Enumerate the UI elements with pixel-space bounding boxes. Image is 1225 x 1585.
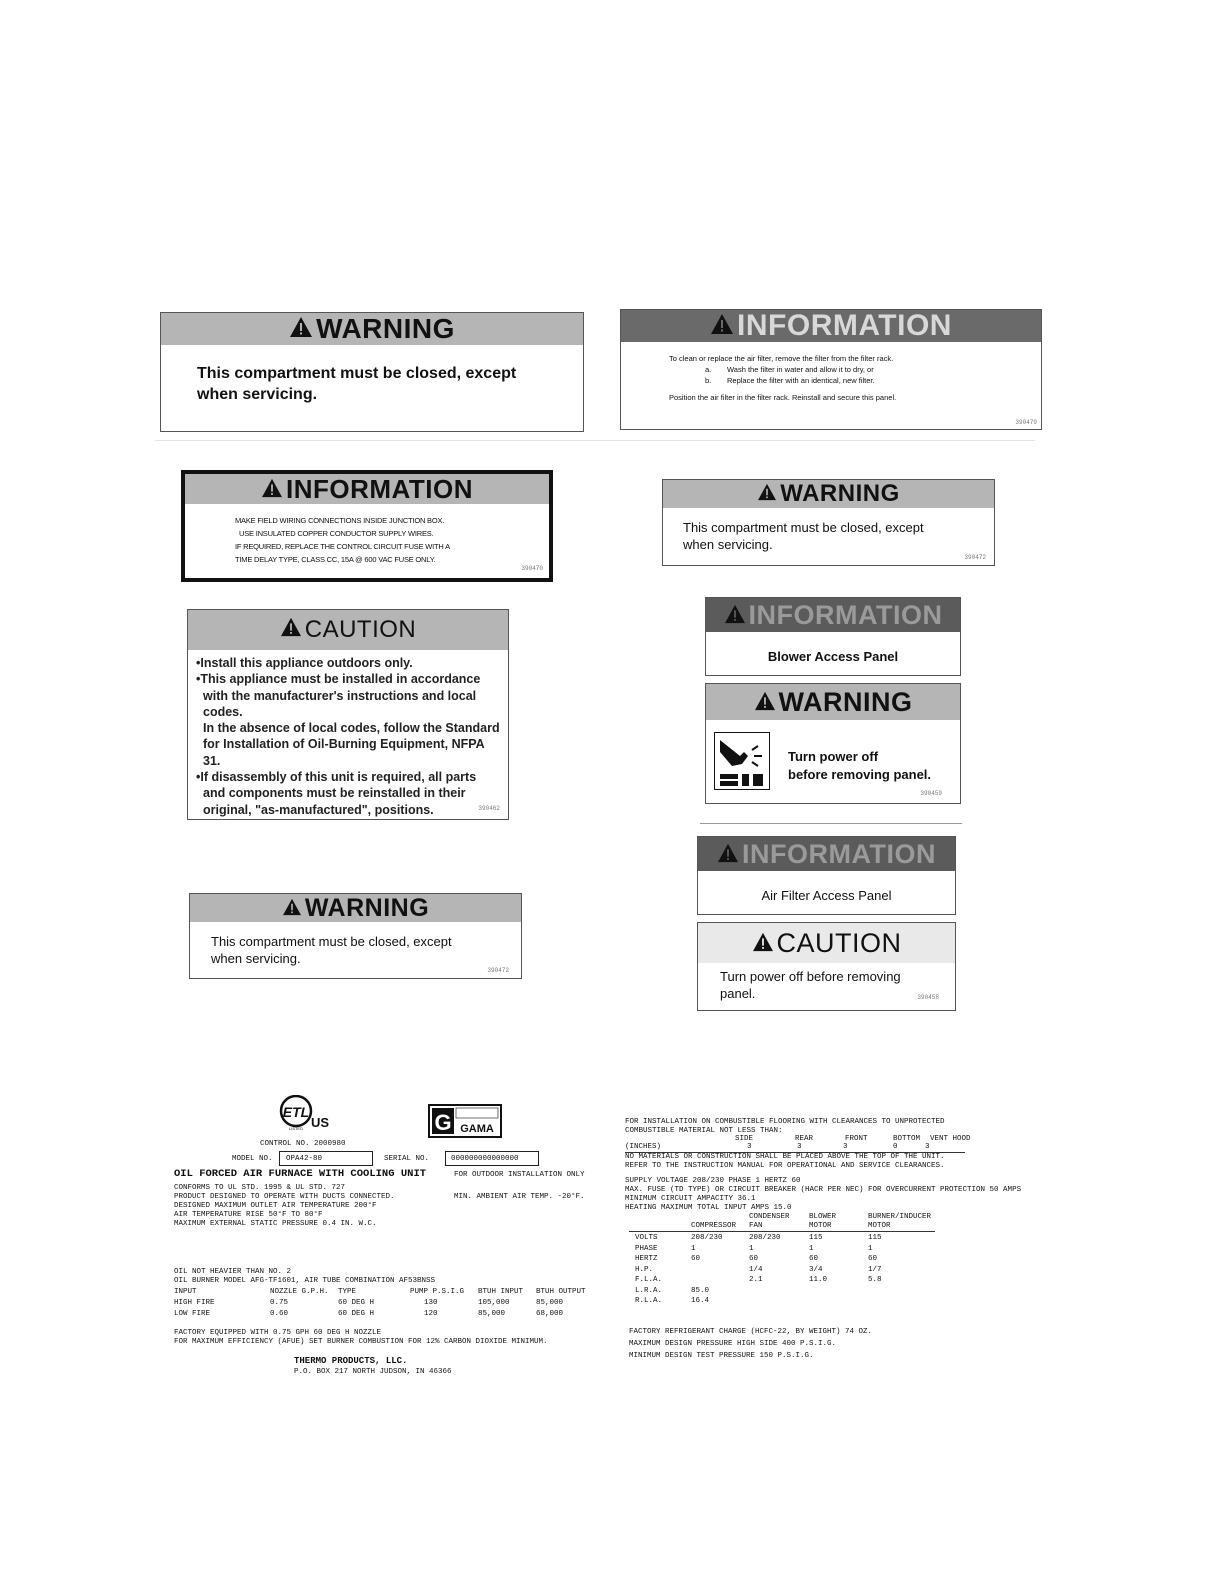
information-label-blower-panel: [705, 597, 961, 676]
clearance-intro-2: COMBUSTIBLE MATERIAL NOT LESS THAN:: [625, 1127, 783, 1135]
part-number: 390472: [964, 554, 986, 561]
item-text: Replace the filter with an identical, new filter.: [727, 376, 875, 385]
rating-plate-right: [625, 1118, 1065, 1378]
table-cell: 1: [749, 1244, 754, 1253]
table-row-label: PHASE: [635, 1244, 658, 1253]
info-line: To clean or replace the air filter, remove the filter from the filter rack.: [669, 354, 894, 363]
table-header-compressor: COMPRESSOR: [691, 1222, 737, 1230]
caution-label-turn-power-off: [697, 922, 956, 1011]
gama-logo: [428, 1104, 502, 1142]
wiring-line-4: TIME DELAY TYPE, CLASS CC, 15A @ 600 VAC FUSE ONLY.: [235, 555, 436, 564]
table-cell: 2.1: [749, 1276, 763, 1284]
table-cell: 1: [691, 1244, 696, 1253]
part-number: 390470: [521, 565, 543, 572]
table-cell: 1: [868, 1244, 873, 1253]
wiring-line-2: USE INSULATED COPPER CONDUCTOR SUPPLY WIRES.: [239, 529, 434, 538]
table-header-nozzle: NOZZLE G.P.H.: [270, 1288, 329, 1296]
warning-triangle-icon: [261, 474, 283, 505]
max-design-pressure: MAXIMUM DESIGN PRESSURE HIGH SIDE 400 P.S.I.G.: [629, 1340, 837, 1348]
table-cell: 0.75: [270, 1299, 289, 1307]
furnace-title: OIL FORCED AIR FURNACE WITH COOLING UNIT: [174, 1168, 427, 1180]
part-number: 390479: [1015, 419, 1037, 426]
clearance-value-vent-hood: 3: [925, 1143, 930, 1151]
gama-logo-text: GAMA: [460, 1123, 494, 1135]
table-header-condenser-fan: CONDENSER FAN: [749, 1213, 790, 1230]
table-cell: 0.60: [270, 1310, 289, 1318]
clearance-value-bottom: 0: [893, 1143, 898, 1151]
spec-line-3: DESIGNED MAXIMUM OUTLET AIR TEMPERATURE 200°F: [174, 1202, 377, 1210]
information-label-field-wiring: [181, 470, 553, 582]
warning-label-compartment-top-left: [160, 312, 584, 432]
outdoor-note: FOR OUTDOOR INSTALLATION ONLY: [454, 1171, 585, 1179]
spec-line-1: CONFORMS TO UL STD. 1995 & UL STD. 727: [174, 1184, 346, 1192]
table-cell: 11.0: [809, 1276, 828, 1284]
warning-body-line-1: Turn power off: [788, 749, 879, 764]
item-marker: b.: [705, 376, 712, 385]
warning-body-line-2: when servicing.: [197, 386, 318, 403]
caution-body-line-2: panel.: [720, 986, 756, 1001]
warning-triangle-icon: [752, 928, 774, 959]
caution-bullet-3: •If disassembly of this unit is required, all parts and components must be reinstalled in their original, "as-manufactured", positions.: [196, 770, 477, 817]
table-cell: 3/4: [809, 1265, 823, 1274]
clearance-value-front: 3: [843, 1143, 848, 1151]
table-cell: HIGH FIRE: [174, 1299, 215, 1307]
table-cell: 60: [749, 1255, 759, 1263]
table-cell: 60: [691, 1255, 701, 1263]
table-header-blower-motor: BLOWER MOTOR: [809, 1213, 837, 1230]
table-cell: 115: [868, 1234, 882, 1242]
warning-label-compartment-right: [662, 479, 995, 566]
etl-mark-text: ETL: [282, 1104, 310, 1120]
warning-body-line-1: This compartment must be closed, except: [683, 520, 924, 535]
serial-label: SERIAL NO.: [384, 1155, 430, 1163]
table-cell: 120: [424, 1310, 438, 1318]
information-banner: [185, 474, 549, 504]
table-header-type: TYPE: [338, 1288, 357, 1296]
table-cell: 208/230: [691, 1234, 723, 1242]
clearance-intro-1: FOR INSTALLATION ON COMBUSTIBLE FLOORING WITH CLEARANCES TO UNPROTECTED: [625, 1118, 945, 1126]
part-number: 390472: [487, 967, 509, 974]
etl-us-text: US: [311, 1115, 330, 1130]
clearance-header-bottom: BOTTOM: [893, 1135, 921, 1143]
clearance-header-front: FRONT: [845, 1135, 868, 1143]
part-number: 390459: [920, 790, 942, 797]
warning-heading: WARNING: [304, 893, 430, 922]
warning-triangle-icon: [282, 894, 302, 923]
clearance-note-1: NO MATERIALS OR CONSTRUCTION SHALL BE PLACED ABOVE THE TOP OF THE UNIT.: [625, 1153, 945, 1161]
table-cell: 85,000: [536, 1299, 564, 1307]
manufacturer-name: THERMO PRODUCTS, LLC.: [294, 1356, 408, 1366]
clearance-unit: (INCHES): [625, 1143, 662, 1151]
min-test-pressure: MINIMUM DESIGN TEST PRESSURE 150 P.S.I.G.: [629, 1352, 814, 1360]
warning-heading: WARNING: [316, 313, 455, 344]
wiring-line-3: IF REQUIRED, REPLACE THE CONTROL CIRCUIT FUSE WITH A: [235, 542, 450, 551]
caution-heading: CAUTION: [776, 927, 902, 958]
item-text: Wash the filter in water and allow it to dry, or: [727, 365, 874, 374]
info-footer: Position the air filter in the filter rack. Reinstall and secure this panel.: [669, 393, 897, 402]
wiring-line-1: MAKE FIELD WIRING CONNECTIONS INSIDE JUNCTION BOX.: [235, 516, 445, 525]
model-label: MODEL NO.: [232, 1155, 273, 1163]
table-cell: 5.8: [868, 1276, 882, 1284]
bullet-text: If disassembly of this unit is required, all parts and components must be reinstalled in their original, "as-manufactured", positions.: [200, 770, 477, 817]
oil-grade: OIL NOT HEAVIER THAN NO. 2: [174, 1268, 292, 1276]
spec-line-2: PRODUCT DESIGNED TO OPERATE WITH DUCTS CONNECTED.: [174, 1193, 395, 1201]
warning-triangle-icon: [717, 839, 739, 870]
table-cell: 1/4: [749, 1265, 763, 1274]
bullet-text: Install this appliance outdoors only.: [200, 656, 413, 670]
rating-plate-left: [170, 1095, 610, 1385]
control-number: CONTROL NO. 2000980: [260, 1140, 346, 1148]
electrical-line-1: SUPPLY VOLTAGE 208/230 PHASE 1 HERTZ 60: [625, 1177, 801, 1185]
part-number: 390462: [478, 805, 500, 812]
caution-heading: CAUTION: [304, 616, 417, 643]
table-cell: 60: [809, 1255, 819, 1263]
spec-line-4: AIR TEMPERATURE RISE 50°F TO 80°F: [174, 1211, 323, 1219]
table-header-burner-motor: BURNER/INDUCER MOTOR: [868, 1213, 932, 1230]
warning-banner: [190, 894, 521, 922]
caution-paragraph: In the absence of local codes, follow the Standard for Installation of Oil-Burning Equipment, NFPA 31.: [203, 721, 500, 768]
caution-bullet-2: •This appliance must be installed in accordance with the manufacturer's instructions and local codes.: [196, 672, 481, 719]
table-cell: 130: [424, 1299, 438, 1307]
warning-banner: [161, 313, 583, 345]
warning-label-compartment-bottom-left: [189, 893, 522, 979]
min-ambient-temp: MIN. AMBIENT AIR TEMP. -20°F.: [454, 1193, 585, 1201]
warning-triangle-icon: [757, 480, 777, 508]
clearance-header-rear: REAR: [795, 1135, 814, 1143]
etl-listed-logo: [278, 1095, 334, 1135]
caution-body-line-1: Turn power off before removing: [720, 969, 901, 984]
table-row-label: H.P.: [635, 1265, 654, 1274]
table-rule: [629, 1231, 935, 1232]
caution-banner: [188, 610, 508, 650]
warning-label-turn-power-off: [705, 683, 961, 804]
table-row-label: HERTZ: [635, 1255, 658, 1263]
table-row-label: L.R.A.: [635, 1286, 663, 1295]
electrical-line-2: MAX. FUSE (TD TYPE) OR CIRCUIT BREAKER (HACR PER NEC) FOR OVERCURRENT PROTECTION 50 AMPS: [625, 1186, 1022, 1194]
warning-body-line-1: This compartment must be closed, except: [197, 365, 517, 382]
table-cell: 1: [809, 1244, 814, 1253]
divider: [700, 823, 962, 824]
svg-text:G: G: [434, 1110, 452, 1135]
table-cell: LOW FIRE: [174, 1310, 211, 1318]
warning-heading: WARNING: [780, 480, 900, 507]
factory-nozzle-note: FACTORY EQUIPPED WITH 0.75 GPH 60 DEG H NOZZLE: [174, 1329, 382, 1337]
spec-line-5: MAXIMUM EXTERNAL STATIC PRESSURE 0.4 IN. W.C.: [174, 1220, 377, 1228]
table-cell: 60 DEG H: [338, 1310, 375, 1318]
warning-triangle-icon: [280, 616, 302, 644]
clearance-header-side: SIDE: [735, 1135, 754, 1143]
table-cell: 16.4: [691, 1297, 710, 1305]
table-cell: 85.0: [691, 1286, 710, 1295]
part-number: 390458: [917, 994, 939, 1001]
information-banner: [706, 598, 960, 632]
air-filter-panel-text: Air Filter Access Panel: [761, 888, 892, 903]
table-cell: 105,000: [478, 1299, 510, 1307]
item-marker: a.: [705, 365, 712, 374]
efficiency-note: FOR MAXIMUM EFFICIENCY (AFUE) SET BURNER COMBUSTION FOR 12% CARBON DIOXIDE MINIMUM.: [174, 1338, 548, 1346]
information-banner: [698, 837, 955, 871]
electrical-line-3: MINIMUM CIRCUIT AMPACITY 36.1: [625, 1195, 756, 1203]
table-cell: 115: [809, 1234, 823, 1242]
warning-body-line-2: before removing panel.: [788, 767, 932, 782]
clearance-header-vent-hood: VENT HOOD: [930, 1135, 971, 1143]
clearance-note-2: REFER TO THE INSTRUCTION MANUAL FOR OPERATIONAL AND SERVICE CLEARANCES.: [625, 1162, 945, 1170]
information-label-air-filter-panel: [697, 836, 956, 915]
model-number-value: OPA42-80: [286, 1155, 323, 1163]
warning-banner: [706, 684, 960, 720]
warning-triangle-icon: [724, 600, 746, 631]
clearance-value-side: 3: [747, 1143, 752, 1151]
information-heading: INFORMATION: [742, 838, 936, 869]
refrigerant-charge: FACTORY REFRIGERANT CHARGE (HCFC-22, BY WEIGHT) 74 OZ.: [629, 1328, 873, 1336]
table-header-input: INPUT: [174, 1288, 197, 1296]
table-cell: 60: [868, 1255, 878, 1263]
warning-banner: [663, 480, 994, 508]
hand-hazard-icon: [714, 732, 770, 795]
table-row-label: F.L.A.: [635, 1276, 663, 1284]
table-cell: 1/7: [868, 1265, 882, 1274]
table-header-pump: PUMP P.S.I.G: [410, 1288, 465, 1296]
warning-triangle-icon: [289, 313, 313, 345]
information-heading: INFORMATION: [286, 473, 473, 504]
information-label-air-filter: [620, 309, 1042, 430]
warning-body-line-1: This compartment must be closed, except: [211, 934, 452, 949]
caution-bullet-1: •Install this appliance outdoors only.: [196, 656, 413, 670]
information-heading: INFORMATION: [737, 309, 952, 342]
clearance-value-rear: 3: [797, 1143, 802, 1151]
warning-triangle-icon: [710, 309, 734, 343]
table-row-label: R.L.A.: [635, 1297, 663, 1305]
table-cell: 208/230: [749, 1234, 781, 1242]
warning-body-line-2: when servicing.: [683, 537, 773, 552]
caution-banner: [698, 923, 955, 963]
table-cell: 68,000: [536, 1310, 564, 1318]
info-item-a: [705, 364, 1041, 375]
table-row-label: VOLTS: [635, 1234, 658, 1242]
information-banner: [621, 310, 1041, 342]
blower-panel-text: Blower Access Panel: [767, 649, 899, 664]
burner-model: OIL BURNER MODEL AFG-TF1601, AIR TUBE COMBINATION AF53BNSS: [174, 1277, 436, 1285]
bullet-text: This appliance must be installed in accordance with the manufacturer's instructions and local codes.: [200, 672, 481, 719]
serial-number-value: 000000000000000: [451, 1155, 519, 1163]
info-item-b: [705, 375, 1041, 386]
electrical-line-4: HEATING MAXIMUM TOTAL INPUT AMPS 15.0: [625, 1204, 792, 1212]
warning-body-line-2: when servicing.: [211, 951, 301, 966]
warning-heading: WARNING: [778, 686, 913, 717]
information-heading: INFORMATION: [748, 599, 943, 630]
table-cell: 60 DEG H: [338, 1299, 375, 1307]
manufacturer-address: P.O. BOX 217 NORTH JUDSON, IN 46366: [294, 1368, 452, 1376]
table-header-btuh-output: BTUH OUTPUT: [536, 1288, 586, 1296]
table-cell: 85,000: [478, 1310, 506, 1318]
divider: [155, 440, 1035, 441]
etl-listed-text: LISTED: [288, 1126, 304, 1131]
caution-label-installation: [187, 609, 509, 820]
warning-triangle-icon: [754, 687, 776, 718]
table-header-btuh-input: BTUH INPUT: [478, 1288, 524, 1296]
